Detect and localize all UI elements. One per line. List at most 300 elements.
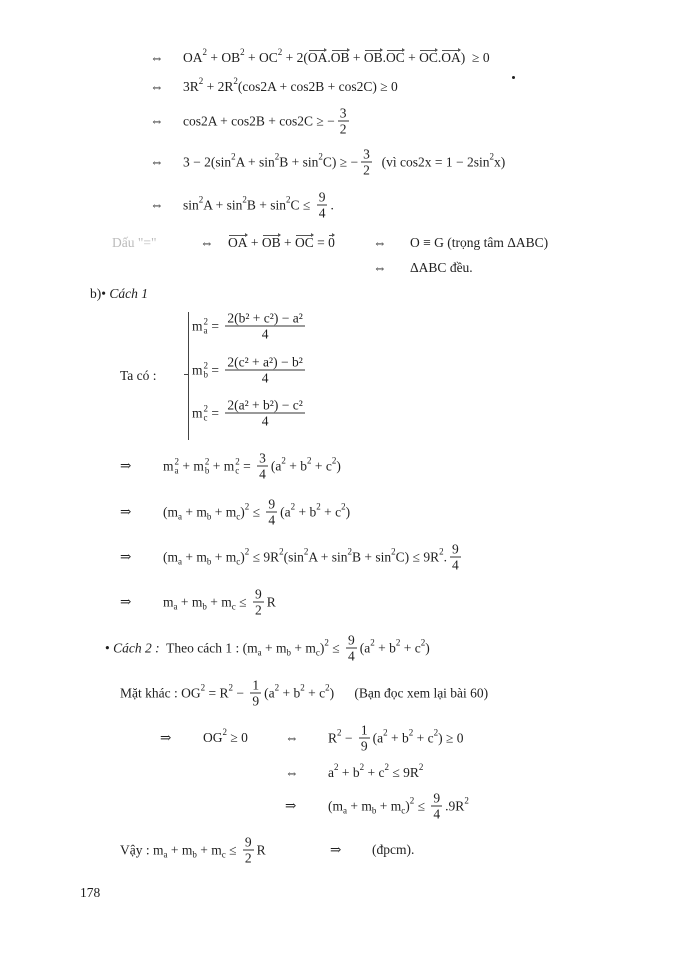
subscript: c	[236, 511, 241, 521]
exponent: 2	[204, 456, 210, 466]
fraction	[257, 451, 268, 482]
math-text: .9R	[445, 798, 465, 813]
math-text: )	[405, 798, 410, 813]
superscript: 2	[200, 682, 206, 692]
fraction-numerator: 9	[254, 586, 262, 602]
math-text: + m	[347, 798, 372, 813]
fraction-denominator: 2	[254, 602, 262, 618]
equivalence-arrow: ⇔	[373, 260, 387, 275]
math-text: )	[240, 549, 245, 564]
math-line-segment	[228, 235, 335, 251]
subscript: b	[206, 511, 212, 521]
fraction	[450, 542, 461, 573]
median-squared	[193, 457, 209, 475]
math-text: ) ≥ 0	[460, 50, 490, 65]
math-text: + m	[211, 549, 237, 564]
equivalence-arrow: ⇔	[373, 235, 387, 250]
math-line-segment	[328, 762, 424, 781]
math-line-segment	[120, 368, 157, 384]
median-symbol: m	[223, 458, 235, 473]
fraction-denominator: 4	[261, 370, 269, 386]
superscript: 2	[384, 762, 389, 772]
superscript: 2	[331, 455, 337, 465]
math-text: C) ≤ 9R	[395, 549, 440, 564]
fraction-denominator: 9	[252, 693, 260, 709]
math-line-segment	[328, 791, 469, 822]
equivalence-arrow: ⇒	[160, 730, 172, 745]
math-text: + c	[320, 504, 342, 519]
superscript: 2	[281, 455, 286, 465]
math-text: ≤ 9R	[249, 549, 280, 564]
math-text: ≤	[225, 842, 240, 857]
fraction-numerator: 9	[318, 189, 326, 205]
scan-speck	[512, 76, 515, 79]
vector: OC	[295, 235, 314, 250]
vector: OC	[386, 50, 405, 65]
math-text: + m	[261, 640, 287, 655]
fraction-numerator: 9	[433, 790, 441, 806]
fraction-denominator: 2	[339, 121, 347, 137]
math-line-segment	[192, 398, 308, 429]
math-text: +	[179, 458, 194, 473]
superscript: 2	[359, 762, 365, 772]
math-line-segment	[410, 260, 473, 276]
fraction-denominator: 9	[360, 738, 368, 754]
math-text: (m	[163, 549, 178, 564]
italic-heading: Cách 2 :	[113, 640, 160, 655]
median-index: c	[203, 412, 208, 422]
math-text: Vậy : m	[120, 842, 164, 857]
math-text: Mặt khác : OG	[120, 685, 201, 700]
superscript: 2	[370, 637, 375, 647]
math-text: + 2R	[203, 79, 234, 94]
math-text: +	[209, 458, 224, 473]
math-line-segment	[200, 235, 214, 251]
math-text: + b	[279, 685, 301, 700]
math-text: •	[105, 640, 114, 655]
math-text: )	[345, 504, 351, 519]
fraction	[243, 835, 254, 866]
math-line-segment	[120, 458, 131, 474]
math-text: Theo cách 1 : (m	[159, 640, 258, 655]
equivalence-arrow: ⇔	[150, 113, 164, 128]
superscript: 2	[334, 762, 339, 772]
math-text: ≤	[235, 594, 250, 609]
superscript: 2	[420, 637, 426, 647]
math-text: +	[404, 50, 420, 65]
vector: OB	[261, 235, 281, 250]
superscript: 2	[409, 795, 415, 805]
superscript: 2	[198, 194, 204, 204]
superscript: 2	[228, 682, 233, 692]
math-line-segment	[120, 504, 131, 520]
math-text: =	[208, 405, 223, 420]
math-text: ≥ 0	[227, 730, 248, 745]
math-text: C ≤	[290, 197, 314, 212]
fraction-numerator: 1	[252, 677, 260, 693]
math-line-segment	[192, 355, 308, 386]
superscript: 2	[383, 727, 388, 737]
math-line-segment	[183, 47, 490, 66]
superscript: 2	[274, 682, 280, 692]
math-text: B + sin	[352, 549, 392, 564]
subscript: a	[343, 805, 347, 815]
fraction-numerator: 2(c² + a²) − b²	[227, 354, 303, 370]
math-text: R	[256, 842, 266, 857]
median-index: c	[235, 465, 240, 475]
math-text: −	[232, 685, 248, 700]
math-text: ≤	[328, 640, 343, 655]
median-index: b	[204, 465, 210, 475]
fraction-numerator: 9	[348, 632, 355, 648]
exponent: 2	[174, 456, 180, 466]
subscript: b	[206, 556, 212, 566]
math-line-segment	[105, 633, 430, 664]
fraction	[225, 355, 304, 386]
equivalence-arrow: ⇒	[120, 504, 132, 519]
math-line-segment	[150, 154, 164, 170]
math-line-segment	[192, 311, 308, 342]
fraction	[338, 106, 349, 137]
math-line-segment	[183, 190, 334, 221]
fraction-numerator: 9	[451, 541, 459, 557]
equivalence-arrow: ⇒	[285, 798, 297, 813]
math-text: + m	[206, 594, 232, 609]
fraction-numerator: 1	[360, 722, 368, 738]
superscript: 2	[324, 637, 329, 647]
math-line-segment	[150, 79, 164, 95]
equivalence-arrow: ⇒	[330, 842, 342, 857]
math-text: + m	[182, 504, 207, 519]
math-text: Ta có :	[120, 368, 157, 383]
superscript: 2	[391, 546, 396, 556]
math-text: (a	[270, 458, 282, 473]
median-symbol: m	[192, 318, 203, 333]
math-text: + m	[177, 594, 203, 609]
equivalence-arrow: ⇒	[120, 458, 132, 473]
math-text: = R	[205, 685, 229, 700]
math-text: )	[240, 504, 245, 519]
math-text: =	[313, 235, 329, 250]
fraction-denominator: 4	[318, 205, 326, 221]
fraction	[346, 633, 357, 664]
math-text: + b	[295, 504, 317, 519]
superscript: 2	[233, 76, 238, 86]
math-text: ≤	[414, 798, 429, 813]
math-line-segment	[183, 76, 398, 95]
math-text: 178	[80, 885, 101, 900]
math-text: + c	[311, 458, 332, 473]
superscript: 2	[222, 727, 227, 737]
subscript: b	[202, 601, 207, 611]
fraction-numerator: 9	[244, 834, 252, 850]
math-text: +	[349, 50, 364, 65]
italic-heading: Cách 1	[109, 286, 148, 301]
math-text: =	[208, 318, 223, 333]
math-text: + m	[196, 842, 222, 857]
math-text: .	[382, 50, 387, 65]
median-index: a	[203, 325, 208, 335]
fraction-denominator: 4	[261, 413, 269, 429]
superscript: 2	[242, 194, 247, 204]
vector: OB	[330, 50, 350, 65]
fraction-denominator: 4	[433, 806, 441, 822]
subscript: a	[257, 647, 262, 657]
fraction-numerator: 3	[363, 146, 370, 162]
math-text: (vì cos2x = 1 − 2sin	[374, 154, 490, 169]
math-line-segment	[163, 497, 350, 528]
vector: OA	[441, 50, 461, 65]
subscript: c	[221, 849, 226, 859]
fraction-numerator: 9	[268, 496, 276, 512]
superscript: 2	[303, 546, 309, 556]
math-text: + b	[374, 640, 396, 655]
math-text: +	[280, 235, 296, 250]
math-text: + c	[413, 730, 434, 745]
math-text: b)•	[90, 286, 110, 301]
math-text: A + sin	[235, 154, 275, 169]
superscript: 2	[231, 151, 236, 161]
math-line-segment	[120, 549, 131, 565]
math-line-segment	[150, 197, 164, 213]
superscript: 2	[198, 76, 204, 86]
math-text: + b	[285, 458, 308, 473]
equivalence-arrow: ⇔	[150, 79, 164, 94]
subscript: b	[371, 805, 377, 815]
math-text: + m	[167, 842, 193, 857]
fraction-numerator: 3	[339, 105, 347, 121]
subscript: a	[178, 556, 182, 566]
median-squared	[163, 457, 179, 475]
math-text: + 2(	[282, 50, 308, 65]
superscript: 2	[489, 151, 495, 161]
exponent: 2	[235, 456, 240, 466]
fraction-denominator: 4	[451, 557, 459, 573]
subscript: c	[236, 556, 241, 566]
math-text: B + sin	[279, 154, 319, 169]
subscript: c	[315, 647, 320, 657]
math-line-segment	[285, 765, 299, 781]
fraction	[359, 723, 370, 754]
vector: 0	[328, 235, 335, 250]
fraction-denominator: 4	[268, 512, 276, 528]
math-text: (cos2A + cos2B + cos2C) ≥ 0	[237, 79, 398, 94]
math-text: (sin	[283, 549, 304, 564]
math-text: C) ≥ −	[322, 154, 359, 169]
fraction-denominator: 4	[348, 648, 355, 664]
math-text: (a	[264, 685, 275, 700]
median-symbol: m	[192, 405, 203, 420]
math-line-segment	[285, 798, 296, 814]
math-line-segment	[150, 113, 164, 129]
superscript: 2	[240, 47, 245, 57]
median-symbol: m	[193, 458, 204, 473]
subscript: c	[401, 805, 406, 815]
fraction	[225, 398, 304, 429]
math-line-segment	[160, 730, 171, 746]
superscript: 2	[395, 637, 401, 647]
math-text: .	[327, 50, 331, 65]
math-line-segment	[112, 235, 157, 251]
fraction	[431, 791, 442, 822]
math-text: + b	[338, 765, 360, 780]
superscript: 2	[433, 727, 439, 737]
math-line-segment	[285, 730, 299, 746]
math-text: + m	[290, 640, 316, 655]
fraction	[225, 311, 304, 342]
superscript: 2	[316, 501, 321, 511]
exponent: 2	[203, 316, 209, 326]
subscript: a	[178, 511, 182, 521]
math-line-segment	[150, 50, 164, 66]
math-line-segment	[330, 842, 341, 858]
math-text: (m	[328, 798, 343, 813]
equivalence-arrow: ⇔	[285, 730, 299, 745]
superscript: 2	[347, 546, 353, 556]
fraction-numerator: 3	[259, 450, 266, 466]
superscript: 2	[244, 501, 250, 511]
math-text: (đpcm).	[372, 842, 415, 857]
superscript: 2	[307, 455, 312, 465]
equivalence-arrow: ⇒	[120, 594, 132, 609]
math-line-segment	[183, 106, 352, 137]
math-text: B + sin	[246, 197, 287, 212]
equivalence-arrow: ⇔	[150, 50, 164, 65]
math-text: m	[163, 594, 174, 609]
math-line-segment	[163, 542, 464, 573]
math-text: (m	[163, 504, 178, 519]
fraction	[253, 587, 264, 618]
math-text: (a	[359, 640, 371, 655]
math-text: (a	[280, 504, 291, 519]
system-brace-tick	[184, 374, 188, 375]
fraction-numerator: 2(b² + c²) − a²	[227, 310, 303, 326]
math-line-segment	[120, 835, 266, 866]
math-text: + c	[304, 685, 326, 700]
equivalence-arrow: ⇔	[150, 154, 164, 169]
subscript: a	[173, 601, 178, 611]
math-text: a	[328, 765, 334, 780]
median-squared	[192, 317, 208, 335]
math-text: (a	[372, 730, 384, 745]
math-line-segment	[410, 235, 548, 251]
fraction	[266, 497, 277, 528]
math-text: =	[208, 362, 223, 377]
math-line-segment	[373, 260, 387, 276]
math-text: ) (Bạn đọc xem lại bài 60)	[329, 685, 489, 700]
median-squared	[224, 457, 240, 475]
math-text: −	[341, 730, 356, 745]
math-text: OA	[183, 50, 203, 65]
math-text: )	[336, 458, 341, 473]
math-text: )	[319, 640, 325, 655]
fraction-denominator: 2	[363, 162, 370, 178]
superscript: 2	[300, 682, 305, 692]
fraction	[317, 190, 328, 221]
math-text: ) ≥ 0	[438, 730, 464, 745]
math-line-segment	[328, 723, 464, 754]
superscript: 2	[418, 762, 424, 772]
superscript: 2	[337, 727, 342, 737]
math-text: + m	[211, 504, 237, 519]
median-index: b	[203, 369, 209, 379]
median-symbol: m	[192, 362, 203, 377]
math-text: R	[266, 594, 276, 609]
math-text: sin	[183, 197, 199, 212]
math-text: .	[330, 197, 334, 212]
math-line-segment	[163, 587, 276, 618]
superscript: 2	[202, 47, 207, 57]
fraction-numerator: 2(a² + b²) − c²	[227, 397, 303, 413]
math-text: + c	[364, 765, 385, 780]
median-squared	[192, 361, 208, 379]
page-number	[372, 842, 414, 858]
math-text: A + sin	[203, 197, 243, 212]
math-text: OG	[203, 730, 223, 745]
math-text: ≤	[249, 504, 264, 519]
superscript: 2	[318, 151, 323, 161]
math-text: + m	[376, 798, 402, 813]
median-symbol: m	[163, 458, 174, 473]
math-text: O ≡ G (trọng tâm ΔABC)	[410, 235, 549, 250]
median-index: a	[174, 465, 179, 475]
superscript: 2	[244, 546, 250, 556]
superscript: 2	[290, 501, 296, 511]
math-text: .	[443, 549, 447, 564]
math-text: )	[425, 640, 430, 655]
median-squared	[192, 404, 208, 422]
math-text: 3 − 2(sin	[183, 154, 232, 169]
vector: OA	[307, 50, 328, 65]
superscript: 2	[274, 151, 280, 161]
superscript: 2	[279, 546, 284, 556]
math-text: ΔABC đều.	[410, 260, 473, 275]
math-text: A + sin	[308, 549, 348, 564]
equivalence-arrow: ⇔	[200, 235, 214, 250]
equivalence-arrow: ⇒	[120, 549, 132, 564]
math-text: .	[437, 50, 442, 65]
exponent: 2	[203, 403, 209, 413]
equivalence-arrow: ⇔	[285, 765, 299, 780]
math-line-segment	[373, 235, 387, 251]
math-text: +	[247, 235, 262, 250]
math-text: + OC	[244, 50, 278, 65]
vector: OC	[419, 50, 438, 65]
fraction	[361, 147, 372, 178]
math-text: =	[239, 458, 255, 473]
math-line-segment	[120, 678, 488, 709]
equivalence-arrow: ⇔	[150, 197, 164, 212]
math-text: + c	[400, 640, 421, 655]
math-text: cos2A + cos2B + cos2C ≥ −	[183, 113, 335, 128]
superscript: 2	[341, 501, 346, 511]
superscript: 2	[408, 727, 414, 737]
math-text: + m	[182, 549, 207, 564]
subscript: a	[163, 849, 168, 859]
math-text: Dấu "="	[112, 235, 157, 250]
math-text: 3R	[183, 79, 199, 94]
math-line-segment	[203, 727, 248, 746]
superscript: 2	[286, 194, 291, 204]
fraction	[250, 678, 261, 709]
vector: OA	[228, 235, 248, 250]
superscript: 2	[325, 682, 330, 692]
math-line-segment	[120, 594, 131, 610]
math-line-segment	[183, 147, 505, 178]
fraction-denominator: 4	[259, 466, 266, 482]
subscript: b	[192, 849, 197, 859]
subscript: b	[286, 647, 291, 657]
